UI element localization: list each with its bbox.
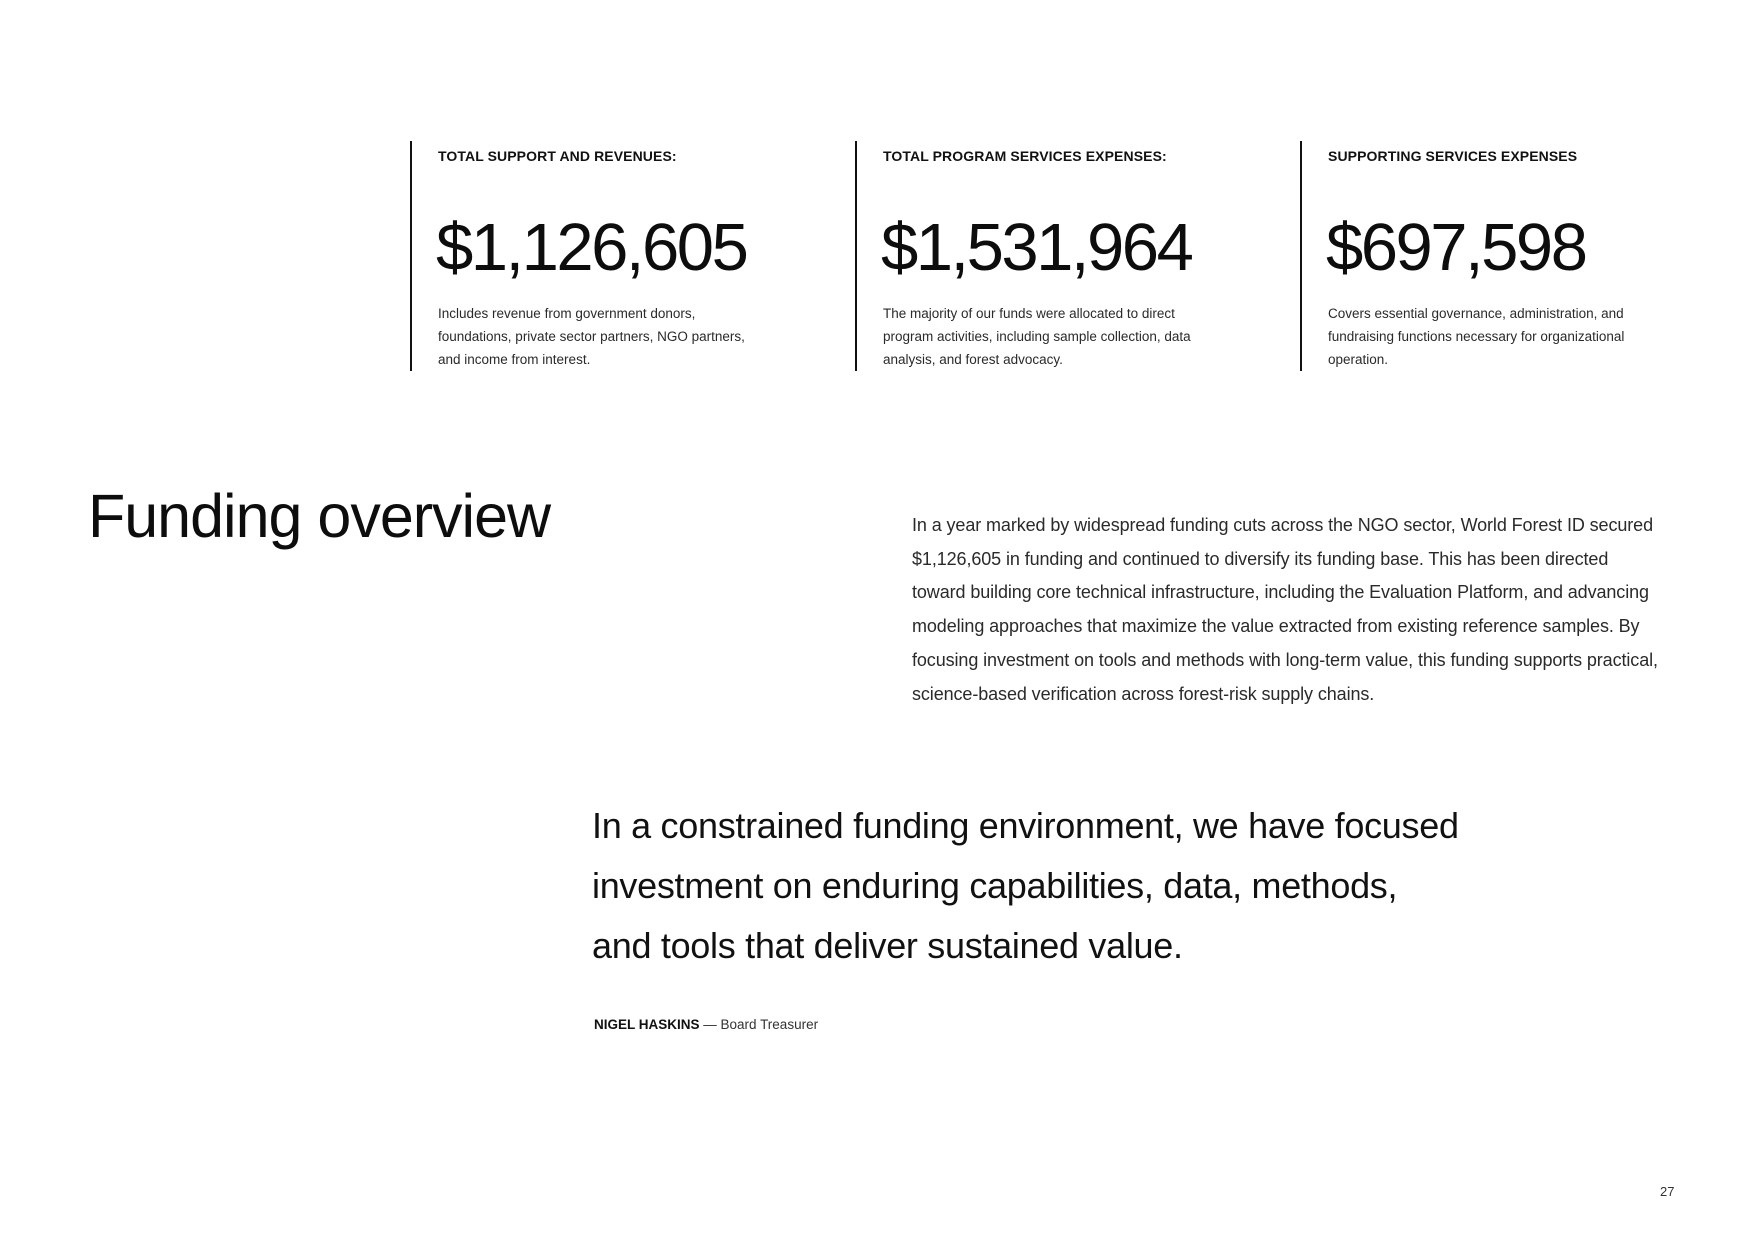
page-number: 27 (1660, 1184, 1675, 1199)
stat-program-expenses (855, 141, 1275, 371)
section-title: Funding overview (88, 482, 551, 550)
stat-value: $1,531,964 (881, 210, 1192, 285)
quote-author: NIGEL HASKINS (594, 1017, 700, 1032)
stat-description: The majority of our funds were allocated to direct program activities, including sample collection, data analysis, and forest advocacy. (883, 306, 1191, 367)
stat-total-support (410, 141, 830, 371)
stat-value: $697,598 (1326, 210, 1586, 285)
stat-value: $1,126,605 (436, 210, 747, 285)
stat-description: Includes revenue from government donors, foundations, private sector partners, NGO partners, and income from interest. (438, 306, 745, 367)
stat-label: TOTAL SUPPORT AND REVENUES: (438, 148, 677, 164)
quote-author-role: — Board Treasurer (703, 1017, 819, 1032)
stat-label: SUPPORTING SERVICES EXPENSES (1328, 148, 1578, 164)
stat-label: TOTAL PROGRAM SERVICES EXPENSES: (883, 148, 1167, 164)
pull-quote: In a constrained funding environment, we have focused investment on enduring capabilities, data, methods, and tools that deliver sustained value. (592, 805, 1459, 966)
quote-attribution (594, 1017, 818, 1032)
stat-description: Covers essential governance, administration, and fundraising functions necessary for organizational operation. (1328, 306, 1625, 367)
funding-overview-body: In a year marked by widespread funding cuts across the NGO sector, World Forest ID secured $1,126,605 in funding and continued to diversify its funding base. This has been directed toward building core technical infrastructure, including the Evaluation Platform, and advancing modeling approaches that maximize the value extracted from existing reference samples. By focusing investment on tools and methods with long-term value, this funding supports practical, science-based verification across forest-risk supply chains. (912, 515, 1658, 704)
stat-supporting-expenses (1300, 141, 1700, 371)
